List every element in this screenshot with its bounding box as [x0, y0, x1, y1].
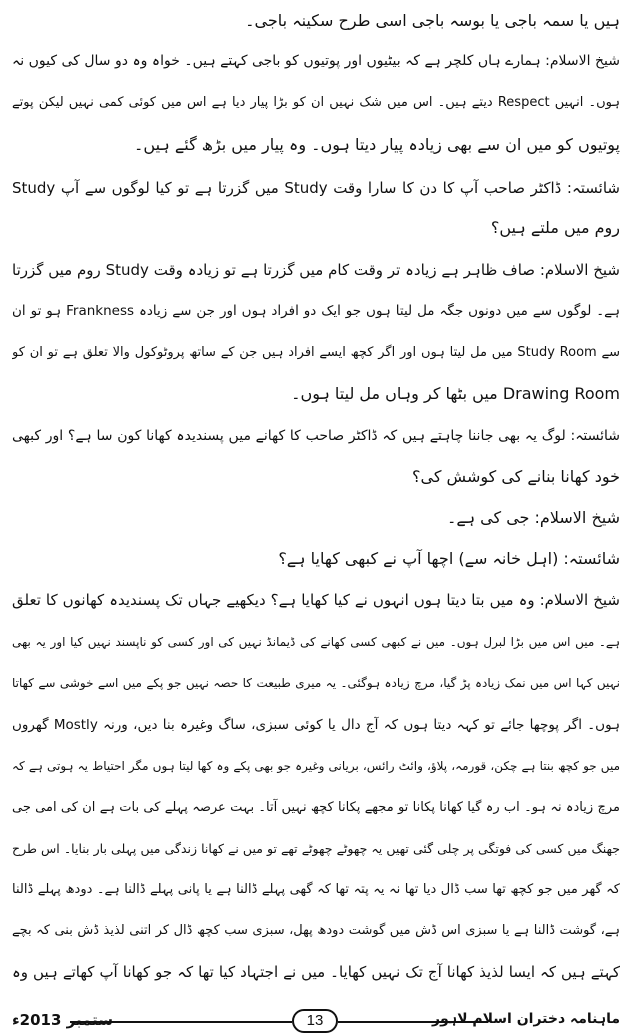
text-line: شیخ الاسلام: ہمارے ہاں کلچر ہے کہ بیٹیوں اور پوتیوں کو باجی کہتے ہیں۔ خواہ وہ دو سال کی کیوں نہ	[12, 53, 620, 69]
text-line: ہوں۔ اگر پوچھا جائے تو کہہ دیتا ہوں کہ آج دال یا کوئی سبزی، ساگ وغیرہ بنا دیں، ورنہ Mostly گھروں	[12, 717, 620, 733]
text-line: ہوں۔ انہیں Respect دیتے ہیں۔ اس میں شک نہیں ان کو بڑا پیار دیا ہے اس میں کوئی کمی نہیں لیکن پوتے	[12, 95, 620, 110]
text-line: شائستہ: (اہل خانہ سے) اچھا آپ نے کبھی کھایا ہے؟	[278, 549, 620, 568]
page-footer	[0, 995, 630, 1035]
text-line: ہیں یا سمہ باجی یا بوسہ باجی اسی طرح سکینہ باجی۔	[245, 11, 620, 30]
text-line: شائستہ: لوگ یہ بھی جاننا چاہتے ہیں کہ ڈاکٹر صاحب کا کھانے میں پسندیدہ کھانا کون سا ہے؟ اور کبھی	[12, 428, 620, 444]
text-line: جھنگ میں کسی کی فوتگی پر چلی گئی تھیں یہ چھوٹے چھوٹے تھے تو میں نے کھانا زندگی میں پہلی بار بنایا۔ اس طرح	[12, 841, 620, 856]
magazine-title: ماہنامہ دختران اسلام لاہور	[432, 1011, 620, 1027]
text-line: Drawing Room میں بٹھا کر وہاں مل لیتا ہوں۔	[291, 384, 620, 403]
text-line: شیخ الاسلام: جی کی ہے۔	[446, 508, 620, 527]
text-line: سے Study Room میں مل لیتا ہوں اور اگر کچھ ایسے افراد ہیں جن کے ساتھ پروٹوکول والا تعلق ہے تو ان کو	[12, 345, 620, 360]
text-line: خود کھانا بنانے کی کوشش کی؟	[412, 467, 620, 486]
text-line: میں جو کچھ بنتا ہے چکن، قورمہ، پلاؤ، وائٹ رائس، بریانی وغیرہ جو بھی پکے وہ کھا لیتا ہوں مگر احتیاط یہ ہوتی ہے کہ	[12, 759, 620, 773]
text-line: ہے، گوشت ڈالنا ہے یا سبزی اس ڈش میں گوشت دودھ پھل، سبزی سب کچھ ڈال کر اتنی لذیذ ڈش بنی کہ بچے	[12, 923, 620, 938]
text-line: پوتیوں کو میں ان سے بھی زیادہ پیار دیتا ہوں۔ وہ پیار میں بڑھ گئے ہیں۔	[134, 135, 620, 154]
text-line: شیخ الاسلام: وہ میں بتا دیتا ہوں انہوں نے کیا کھایا ہے؟ دیکھیے جہاں تک پسندیدہ کھانوں کا تعلق	[12, 591, 620, 609]
issue-date: ستمبر 2013ء	[12, 1011, 114, 1029]
text-line: کہتے ہیں کہ ایسا لذیذ کھانا آج تک نہیں کھایا۔ میں نے اجتہاد کیا تھا کہ جو کھانا آپ کھاتے ہیں وہ	[12, 963, 620, 981]
text-line: کہ گھر میں جو کچھ تھا سب ڈال دیا تھا نہ یہ پتہ تھا کہ گھی پہلے ڈالنا ہے یا پانی پہلے ڈالنا ہے۔ دودھ پہلے ڈالنا	[12, 882, 620, 897]
text-line: شائستہ: ڈاکٹر صاحب آپ کا دن کا سارا وقت Study میں گزرتا ہے تو کیا لوگوں سے آپ Study	[12, 179, 620, 197]
text-line: ہے۔ لوگوں سے میں دونوں جگہ مل لیتا ہوں جو ایک دو افراد ہوں اور جن سے زیادہ Frankness ہو تو ان	[12, 303, 620, 319]
text-line: شیخ الاسلام: صاف ظاہر ہے زیادہ تر وقت کام میں گزرتا ہے تو زیادہ وقت Study روم میں گزرتا	[12, 261, 620, 279]
text-line: مرچ زیادہ نہ ہو۔ اب رہ گیا کھانا پکانا تو مجھے پکانا کچھ نہیں آتا۔ بہت عرصہ پہلے کی بات ہے ان کی امی جی	[12, 800, 620, 815]
page-number: 13	[292, 1009, 338, 1033]
text-line: نہیں کہا اس میں نمک زیادہ پڑ گیا، مرچ زیادہ ہوگئی۔ یہ میری طبیعت کا حصہ نہیں جو پکے میں اسے خوشی سے کھاتا	[12, 676, 620, 690]
text-line: روم میں ملتے ہیں؟	[490, 218, 620, 237]
text-line: ہے۔ میں اس میں بڑا لبرل ہوں۔ میں نے کبھی کسی کھانے کی ڈیمانڈ نہیں کی اور کسی کو ناپسند نہیں کیا اور یہ بھی	[12, 635, 620, 649]
